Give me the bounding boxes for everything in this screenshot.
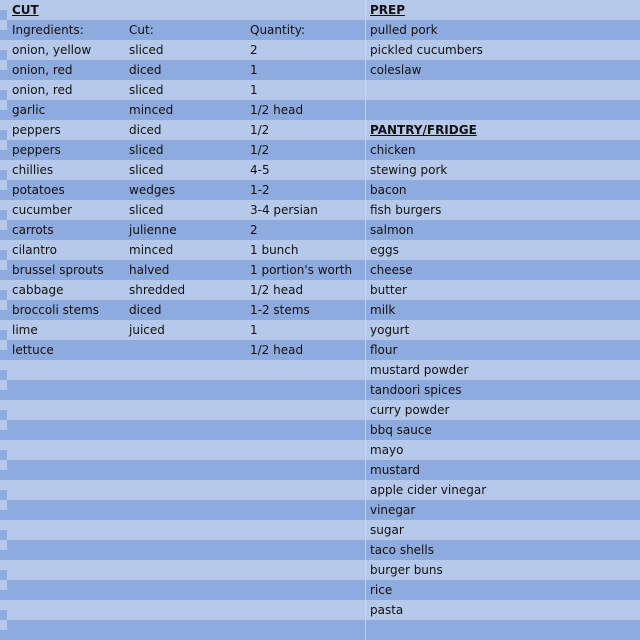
quantity-cell: 1/2 head — [250, 283, 304, 297]
quantity-cell: 1 — [250, 83, 258, 97]
list-item — [366, 480, 640, 500]
list-item — [366, 40, 640, 60]
pantry-item: salmon — [370, 223, 414, 237]
cut-cell: sliced — [129, 43, 164, 57]
list-item — [366, 420, 640, 440]
quantity-cell: 1/2 head — [250, 343, 304, 357]
pantry-item: eggs — [370, 243, 399, 257]
ingredient-cell: cucumber — [12, 203, 73, 217]
cut-cell: minced — [129, 243, 174, 257]
cut-header-row — [7, 20, 365, 40]
empty-row — [7, 580, 365, 600]
ingredient-cell: onion, yellow — [12, 43, 92, 57]
quantity-cell: 3-4 persian — [250, 203, 318, 217]
list-item — [366, 260, 640, 280]
cut-title: CUT — [12, 3, 39, 17]
pantry-item: mayo — [370, 443, 404, 457]
list-item — [366, 220, 640, 240]
quantity-cell: 2 — [250, 223, 258, 237]
ingredient-cell: onion, red — [12, 63, 73, 77]
list-item — [366, 140, 640, 160]
cut-cell: minced — [129, 103, 174, 117]
cut-cell: wedges — [129, 183, 176, 197]
cut-cell: julienne — [129, 223, 177, 237]
cut-cell: juiced — [129, 323, 165, 337]
empty-row — [7, 620, 365, 640]
header-quantity: Quantity: — [250, 23, 306, 37]
pantry-title-row — [366, 120, 640, 140]
pantry-title: PANTRY/FRIDGE — [370, 123, 477, 137]
empty-row — [366, 80, 640, 100]
list-item — [366, 340, 640, 360]
ingredient-cell: peppers — [12, 123, 61, 137]
table-row — [7, 200, 365, 220]
empty-row — [7, 500, 365, 520]
prep-pantry-list — [366, 0, 640, 640]
ingredient-cell: carrots — [12, 223, 54, 237]
empty-row — [7, 600, 365, 620]
pantry-item: yogurt — [370, 323, 410, 337]
list-item — [366, 60, 640, 80]
list-item — [366, 160, 640, 180]
quantity-cell: 1 — [250, 63, 258, 77]
quantity-cell: 1/2 — [250, 123, 270, 137]
list-item — [366, 280, 640, 300]
list-item — [366, 200, 640, 220]
cut-cell: diced — [129, 303, 162, 317]
cut-cell: sliced — [129, 83, 164, 97]
ingredient-cell: onion, red — [12, 83, 73, 97]
ingredient-cell: peppers — [12, 143, 61, 157]
prep-title-row — [366, 0, 640, 20]
quantity-cell: 1-2 — [250, 183, 270, 197]
list-item — [366, 320, 640, 340]
table-row — [7, 40, 365, 60]
list-item — [366, 560, 640, 580]
pantry-item: pasta — [370, 603, 404, 617]
prep-item: pickled cucumbers — [370, 43, 483, 57]
header-ingredients: Ingredients: — [12, 23, 84, 37]
quantity-cell: 1/2 head — [250, 103, 304, 117]
empty-row — [366, 100, 640, 120]
empty-row — [7, 540, 365, 560]
ingredient-cell: lettuce — [12, 343, 54, 357]
prep-title: PREP — [370, 3, 406, 17]
ingredient-cell: chillies — [12, 163, 54, 177]
table-row — [7, 160, 365, 180]
pantry-item: bbq sauce — [370, 423, 432, 437]
row-gutter — [0, 0, 7, 640]
ingredient-cell: garlic — [12, 103, 46, 117]
table-row — [7, 220, 365, 240]
quantity-cell: 2 — [250, 43, 258, 57]
quantity-cell: 1-2 stems — [250, 303, 310, 317]
list-item — [366, 500, 640, 520]
list-item — [366, 460, 640, 480]
pantry-item: butter — [370, 283, 407, 297]
pantry-item: vinegar — [370, 503, 416, 517]
pantry-item: stewing pork — [370, 163, 448, 177]
list-item — [366, 520, 640, 540]
pantry-item: curry powder — [370, 403, 450, 417]
empty-row — [7, 380, 365, 400]
cut-table — [7, 0, 365, 640]
table-row — [7, 140, 365, 160]
pantry-item: apple cider vinegar — [370, 483, 487, 497]
header-cut: Cut: — [129, 23, 154, 37]
pantry-item: flour — [370, 343, 398, 357]
table-row — [7, 180, 365, 200]
empty-row — [7, 560, 365, 580]
list-item — [366, 300, 640, 320]
empty-row — [7, 460, 365, 480]
empty-row — [7, 520, 365, 540]
table-row — [7, 340, 365, 360]
pantry-item: chicken — [370, 143, 416, 157]
table-row — [7, 100, 365, 120]
table-row — [7, 300, 365, 320]
pantry-item: tandoori spices — [370, 383, 462, 397]
quantity-cell: 1/2 — [250, 143, 270, 157]
empty-row — [7, 400, 365, 420]
ingredient-cell: broccoli stems — [12, 303, 99, 317]
cut-cell: diced — [129, 63, 162, 77]
empty-row — [7, 480, 365, 500]
table-row — [7, 280, 365, 300]
empty-row — [7, 420, 365, 440]
list-item — [366, 400, 640, 420]
prep-item: pulled pork — [370, 23, 438, 37]
cut-cell — [129, 340, 247, 360]
pantry-item: fish burgers — [370, 203, 442, 217]
cut-cell: sliced — [129, 163, 164, 177]
list-item — [366, 580, 640, 600]
table-row — [7, 320, 365, 340]
ingredient-cell: brussel sprouts — [12, 263, 104, 277]
ingredient-cell: cilantro — [12, 243, 57, 257]
quantity-cell: 1 portion's worth — [250, 263, 353, 277]
pantry-item: rice — [370, 583, 393, 597]
ingredient-cell: lime — [12, 323, 38, 337]
pantry-item: taco shells — [370, 543, 434, 557]
table-row — [7, 120, 365, 140]
cut-cell: diced — [129, 123, 162, 137]
list-item — [366, 540, 640, 560]
prep-item: coleslaw — [370, 63, 422, 77]
pantry-item: burger buns — [370, 563, 443, 577]
pantry-item: mustard — [370, 463, 420, 477]
list-item — [366, 20, 640, 40]
quantity-cell: 1 bunch — [250, 243, 299, 257]
cut-cell: halved — [129, 263, 170, 277]
table-row — [7, 60, 365, 80]
table-row — [7, 80, 365, 100]
pantry-item: cheese — [370, 263, 413, 277]
cut-cell: sliced — [129, 203, 164, 217]
pantry-item: sugar — [370, 523, 404, 537]
pantry-item: mustard powder — [370, 363, 469, 377]
quantity-cell: 1 — [250, 323, 258, 337]
quantity-cell: 4-5 — [250, 163, 270, 177]
table-row — [7, 260, 365, 280]
pantry-item: bacon — [370, 183, 407, 197]
empty-row — [366, 620, 640, 640]
cut-title-row — [7, 0, 365, 20]
list-item — [366, 240, 640, 260]
ingredient-cell: potatoes — [12, 183, 65, 197]
empty-row — [7, 360, 365, 380]
table-row — [7, 240, 365, 260]
list-item — [366, 600, 640, 620]
cut-cell: shredded — [129, 283, 186, 297]
list-item — [366, 180, 640, 200]
pantry-item: milk — [370, 303, 396, 317]
list-item — [366, 440, 640, 460]
cut-cell: sliced — [129, 143, 164, 157]
ingredient-cell: cabbage — [12, 283, 64, 297]
list-item — [366, 360, 640, 380]
list-item — [366, 380, 640, 400]
empty-row — [7, 440, 365, 460]
